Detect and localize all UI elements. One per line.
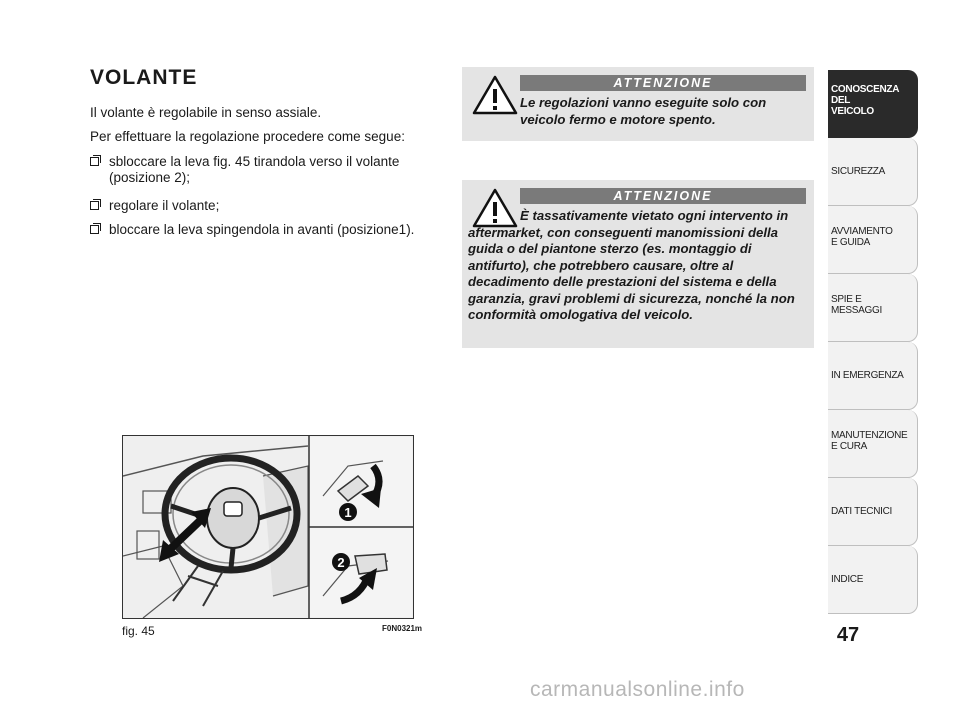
tab-label: AVVIAMENTO E GUIDA — [831, 226, 893, 248]
warning-box — [462, 180, 814, 348]
tab-spie-e-messaggi[interactable] — [828, 274, 918, 342]
checkbox-bullet-icon — [90, 225, 99, 234]
tab-label: INDICE — [831, 574, 864, 585]
step-text: sbloccare la leva fig. 45 tirandola verso il volante (posizione 2); — [109, 154, 400, 185]
tab-label: SPIE E MESSAGGI — [831, 294, 882, 316]
page-number: 47 — [836, 624, 860, 646]
tab-label: MANUTENZIONE E CURA — [831, 430, 908, 452]
tab-sicurezza[interactable] — [828, 138, 918, 206]
tab-manutenzione-e-cura[interactable] — [828, 410, 918, 478]
tab-conoscenza-del-veicolo[interactable] — [828, 70, 918, 138]
intro-text: Il volante è regolabile in senso assiale. — [90, 105, 322, 120]
warning-text: Le regolazioni vanno eseguite solo con veicolo fermo e motore spento. — [520, 95, 767, 127]
callout-1: 1 — [344, 505, 352, 520]
warning-heading: ATTENZIONE — [520, 75, 806, 91]
checkbox-bullet-icon — [90, 201, 99, 210]
figure-code: F0N0321m — [382, 624, 423, 633]
checkbox-bullet-icon — [90, 157, 99, 166]
tab-label: CONOSCENZA DEL VEICOLO — [831, 84, 900, 117]
step-text: regolare il volante; — [109, 198, 220, 213]
tab-indice[interactable] — [828, 546, 918, 614]
warning-box — [462, 67, 814, 141]
step-text: bloccare la leva spingendola in avanti (posizione1). — [109, 222, 415, 237]
tab-label: SICUREZZA — [831, 166, 885, 177]
tab-dati-tecnici[interactable] — [828, 478, 918, 546]
callout-2: 2 — [337, 555, 345, 570]
tab-label: IN EMERGENZA — [831, 370, 904, 381]
tab-avviamento-e-guida[interactable] — [828, 206, 918, 274]
step-item — [90, 198, 430, 214]
steering-wheel-figure — [122, 435, 414, 619]
tab-in-emergenza[interactable] — [828, 342, 918, 410]
steering-wheel-illustration — [123, 436, 413, 618]
instruction-text: Per effettuare la regolazione procedere come segue: — [90, 129, 405, 144]
warning-triangle-icon — [472, 75, 518, 115]
section-title: VOLANTE — [90, 66, 198, 89]
watermark-text: carmanualsonline.info — [530, 678, 745, 701]
tab-label: DATI TECNICI — [831, 506, 893, 517]
step-item — [90, 222, 430, 238]
step-item — [90, 154, 430, 186]
warning-heading: ATTENZIONE — [520, 188, 806, 204]
warning-text: È tassativamente vietato ogni intervento in aftermarket, con conseguenti manomissioni della guida o del piantone sterzo (es. montaggio di antifurto), che potrebbero causare, oltre al decadimento delle prestazioni del sistema e della garanzia, gravi problemi di sicurezza, nonché la non conformità omologativa del veicolo. — [468, 208, 795, 322]
figure-label: fig. 45 — [122, 624, 155, 638]
